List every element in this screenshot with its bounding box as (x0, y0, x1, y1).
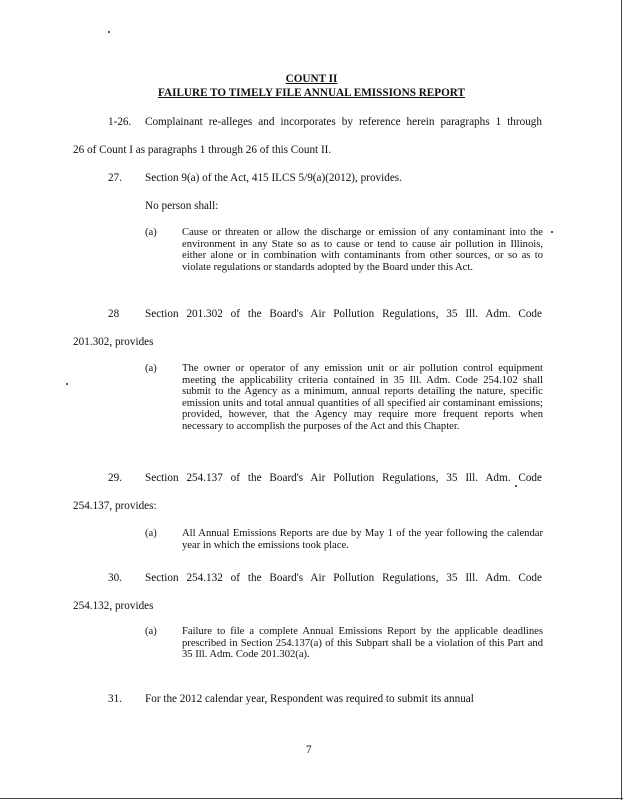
paragraph-text: 26 of Count I as paragraphs 1 through 26 of this Count II. (73, 144, 332, 156)
paragraph-text: 254.132, provides (73, 600, 154, 612)
paragraph-text: Section 254.137 of the Board's Air Pollution Regulations, 35 Ill. Adm. Code (145, 472, 542, 484)
block-quote: The owner or operator of any emission unit or air pollution control equipment meeting the applicability criteria contained in 35 Ill. Adm. Code 254.102 shall submit to the Agency as a minimum, annual reports detailing the nature, specific emission units and total annual quantities of all specified air contaminant emissions; provided, however, that the Agency may require more frequent reports when necessary to accomplish the purposes of the Act and this Chapter. (182, 363, 543, 432)
paragraph-number: 1-26. (108, 116, 132, 128)
block-quote: All Annual Emissions Reports are due by May 1 of the year following the calendar year in which the emissions took place. (182, 528, 543, 551)
paragraph-lead: No person shall: (145, 200, 219, 212)
paragraph-number: 27. (108, 172, 122, 184)
paragraph-text: For the 2012 calendar year, Respondent was required to submit its annual (145, 693, 474, 705)
block-quote: Cause or threaten or allow the discharge or emission of any contaminant into the environment in any State so as to cause or tend to cause air pollution in Illinois, either alone or in combination with contaminants from other sources, or so as to violate regulations or standards adopted by the Board under this Act. (182, 227, 543, 273)
quote-label: (a) (145, 626, 157, 637)
scan-speck (66, 383, 68, 385)
paragraph-text: Section 201.302 of the Board's Air Pollution Regulations, 35 Ill. Adm. Code (145, 308, 542, 320)
scan-speck (551, 231, 553, 233)
quote-label: (a) (145, 528, 157, 539)
block-quote: Failure to file a complete Annual Emissions Report by the applicable deadlines prescribed in Section 254.137(a) of this Subpart shall be a violation of this Part and 35 Ill. Adm. Code 201.302(a). (182, 626, 543, 661)
scan-speck (515, 485, 517, 487)
paragraph-text: Section 254.132 of the Board's Air Pollution Regulations, 35 Ill. Adm. Code (145, 572, 542, 584)
paragraph-text: Section 9(a) of the Act, 415 ILCS 5/9(a)(2012), provides. (145, 172, 402, 184)
paragraph-text: Complainant re-alleges and incorporates by reference herein paragraphs 1 through (145, 116, 542, 128)
quote-label: (a) (145, 227, 157, 238)
paragraph-text: 201.302, provides (73, 336, 154, 348)
scan-speck (108, 31, 110, 33)
count-subtitle: FAILURE TO TIMELY FILE ANNUAL EMISSIONS REPORT (158, 87, 465, 99)
count-title: COUNT II (285, 73, 338, 85)
paragraph-text: 254.137, provides: (73, 500, 157, 512)
paragraph-number: 31. (108, 693, 122, 705)
page-number: 7 (306, 744, 312, 756)
scan-border-bottom (0, 798, 623, 799)
paragraph-number: 29. (108, 472, 122, 484)
scan-border-right (621, 0, 622, 800)
paragraph-number: 28 (108, 308, 120, 320)
quote-label: (a) (145, 363, 157, 374)
paragraph-number: 30. (108, 572, 122, 584)
